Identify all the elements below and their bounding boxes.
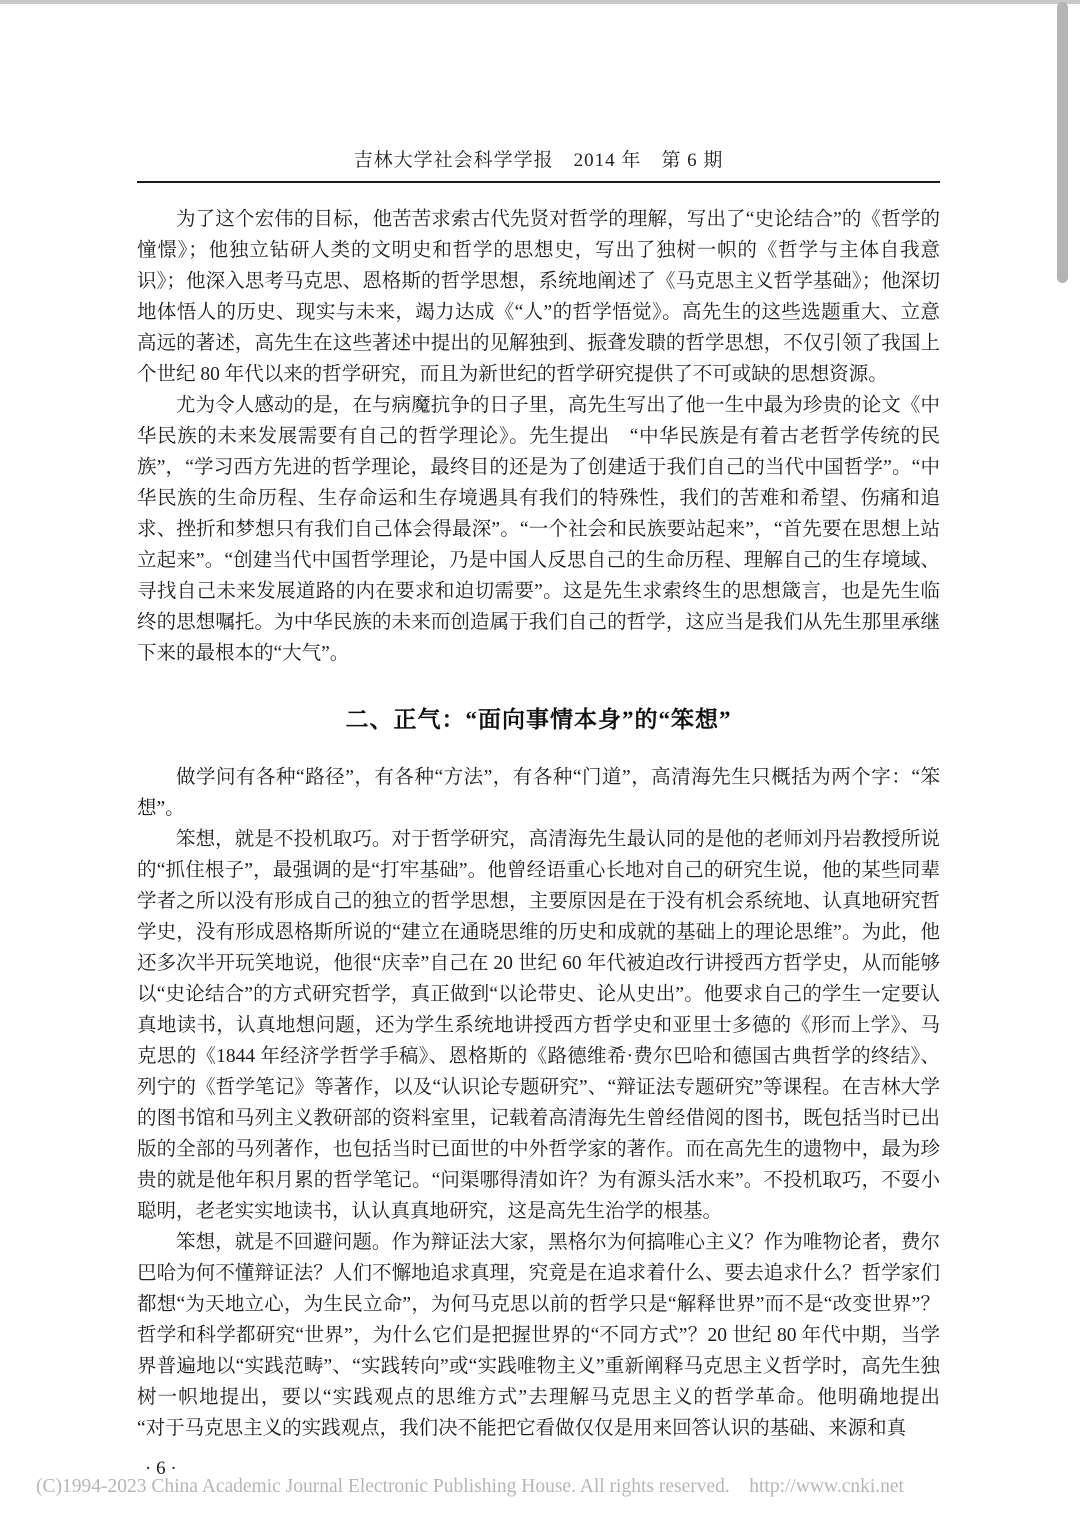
- paragraph-moving: 尤为令人感动的是，在与病魔抗争的日子里，高先生写出了他一生中最为珍贵的论文《中华民族的未来发展需要有自己的哲学理论》。先生提出 “中华民族是有着古老哲学传统的民族”，“学习西方先进的哲学理论，最终目的还是为了创建适于我们自己的当代中国哲学”。“中华民族的生命历程、生存命运和生存境遇具有我们的特殊性，我们的苦难和希望、伤痛和追求、挫折和梦想只有我们自己体会得最深”。“一个社会和民族要站起来”，“首先要在思想上站立起来”。“创建当代中国哲学理论，乃是中国人反思自己的生命历程、理解自己的生存境域、寻找自己未来发展道路的内在要求和迫切需要”。这是先生求索终生的思想箴言，也是先生临终的思想嘱托。为中华民族的未来而创造属于我们自己的哲学，这应当是我们从先生那里承继下来的最根本的“大气”。: [137, 395, 940, 664]
- paragraph-no-shortcuts: 笨想，就是不投机取巧。对于哲学研究，高清海先生最认同的是他的老师刘丹岩教授所说的“抓住根子”，最强调的是“打牢基础”。他曾经语重心长地对自己的研究生说，他的某些同辈学者之所以没有形成自己的独立的哲学思想，主要原因是在于没有机会系统地、认真地研究哲学史，没有形成恩格斯所说的“建立在通晓思维的历史和成就的基础上的理论思维”。为此，他还多次半开玩笑地说，他很“庆幸”自己在 20 世纪 60 年代被迫改行讲授西方哲学史，从而能够以“史论结合”的方式研究哲学，真正做到“以论带史、论从史出”。他要求自己的学生一定要认真地读书，认真地想问题，还为学生系统地讲授西方哲学史和亚里士多德的《形而上学》、马克思的《1844 年经济学哲学手稿》、恩格斯的《路德维希·费尔巴哈和德国古典哲学的终结》、列宁的《哲学笔记》等著作，以及“认识论专题研究”、“辩证法专题研究”等课程。在吉林大学的图书馆和马列主义教研部的资料室里，记载着高清海先生曾经借阅的图书，既包括当时已出版的全部的马列著作，也包括当时已面世的中外哲学家的著作。而在高先生的遗物中，最为珍贵的就是他年积月累的哲学笔记。“问渠哪得清如许？为有源头活水来”。不投机取巧，不耍小聪明，老老实实地读书，认认真真地研究，这是高先生治学的根基。: [137, 829, 940, 1222]
- paragraph-goal: 为了这个宏伟的目标，他苦苦求索古代先贤对哲学的理解，写出了“史论结合”的《哲学的憧憬》；他独立钻研人类的文明史和哲学的思想史，写出了独树一帜的《哲学与主体自我意识》；他深入思考马克思、恩格斯的哲学思想，系统地阐述了《马克思主义哲学基础》；他深切地体悟人的历史、现实与未来，竭力达成《“人”的哲学悟觉》。高先生的这些选题重大、立意高远的著述，高先生在这些著述中提出的见解独到、振聋发聩的哲学思想，不仅引领了我国上个世纪 80 年代以来的哲学研究，而且为新世纪的哲学研究提供了不可或缺的思想资源。: [137, 209, 940, 385]
- scrollbar-thumb[interactable]: [1057, 2, 1068, 283]
- window-top-border: [0, 0, 1080, 4]
- section-heading: 二、正气：“面向事情本身”的“笨想”: [345, 707, 732, 732]
- document-page: [137, 145, 960, 1480]
- journal-header: 吉林大学社会科学学报 2014 年 第 6 期: [137, 145, 940, 183]
- paragraph-benxiang-intro: 做学问有各种“路径”，有各种“方法”，有各种“门道”，高清海先生只概括为两个字：“笨想”。: [137, 767, 940, 819]
- paragraph-no-avoiding-questions: 笨想，就是不回避问题。作为辩证法大家，黑格尔为何搞唯心主义？作为唯物论者，费尔巴哈为何不懂辩证法？人们不懈地追求真理，究竟是在追求着什么、要去追求什么？哲学家们都想“为天地立心，为生民立命”，为何马克思以前的哲学只是“解释世界”而不是“改变世界”？哲学和科学都研究“世界”，为什么它们是把握世界的“不同方式”？20 世纪 80 年代中期，当学界普遍地以“实践范畴”、“实践转向”或“实践唯物主义”重新阐释马克思主义哲学时，高先生独树一帜地提出，要以“实践观点的思维方式”去理解马克思主义的哲学革命。他明确地提出 “对于马克思主义的实践观点，我们决不能把它看做仅仅是用来回答认识的基础、来源和真: [137, 1232, 960, 1439]
- copyright-footer: (C)1994-2023 China Academic Journal Electronic Publishing House. All rights reserved. http://www.cnki.net: [36, 1476, 904, 1497]
- page-number: · 6 ·: [145, 1458, 177, 1479]
